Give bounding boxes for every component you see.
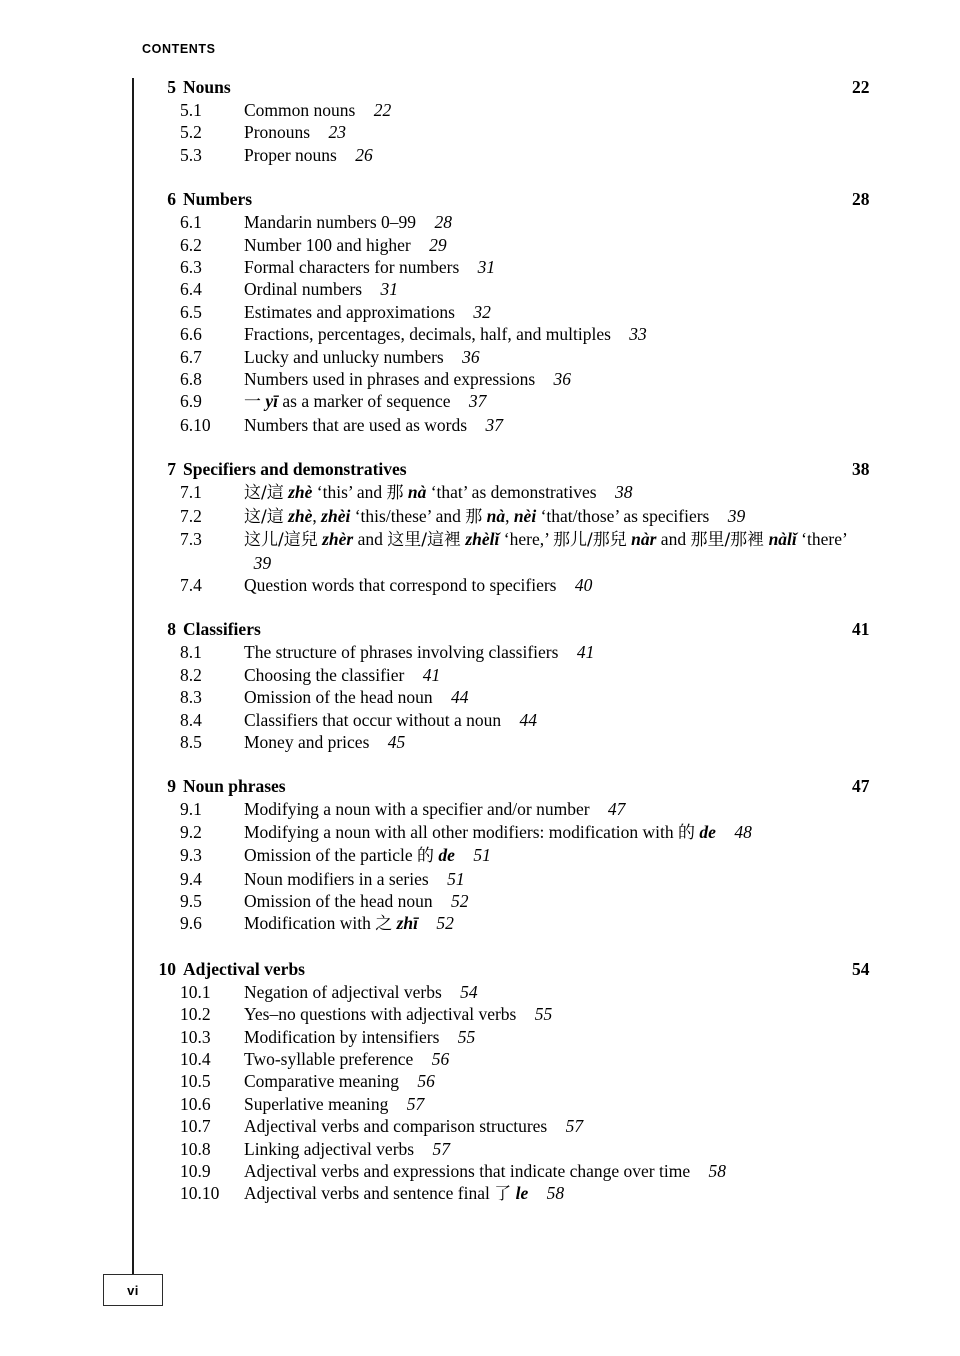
toc-chapter-number: 7 [167,459,176,480]
toc-section-number: 8.5 [180,731,202,752]
toc-section-title: Choosing the classifier 41 [244,664,441,685]
toc-section-page-number: 47 [607,799,626,820]
toc-section-title: Pronouns 23 [244,122,346,143]
toc-section-page-number: 31 [477,257,496,278]
toc-section-title: Omission of the head noun 44 [244,687,469,708]
toc-section-row[interactable] [0,1003,960,1025]
toc-section-row[interactable] [0,323,960,345]
toc-section-title: Formal characters for numbers 31 [244,257,496,278]
toc-section-row[interactable] [0,1182,960,1205]
toc-section-page-number: 39 [727,505,746,526]
toc-chapter-heading[interactable] [0,457,960,481]
toc-section-number: 10.2 [180,1004,211,1025]
toc-section-title: Modifying a noun with a specifier and/or number 47 [244,799,626,820]
toc-section-page-number: 41 [576,642,595,663]
toc-chapter-title: Adjectival verbs [183,958,305,979]
toc-section-row[interactable] [0,121,960,143]
toc-section-row[interactable] [0,798,960,820]
toc-section-number: 10.3 [180,1026,211,1047]
toc-section-title: Mandarin numbers 0–99 28 [244,212,452,233]
toc-section-number: 9.4 [180,868,202,889]
toc-section-row[interactable] [0,505,960,528]
toc-section-title: Negation of adjectival verbs 54 [244,981,478,1002]
toc-section-row[interactable] [0,1160,960,1182]
toc-section-page-number: 41 [422,664,441,685]
toc-section-title: 这/這 zhè, zhèi ‘this/these’ and 那 nà, nèi ‘that/those’ as specifiers 39 [244,505,746,527]
toc-section-page-number: 36 [553,369,572,390]
toc-chapter-heading[interactable] [0,187,960,211]
toc-section-number: 10.10 [180,1183,220,1204]
toc-chapter-page-number: 47 [852,776,870,797]
toc-section-number: 8.3 [180,687,202,708]
toc-section-title: Fractions, percentages, decimals, half, and multiples 33 [244,324,647,345]
toc-section-title: Noun modifiers in a series 51 [244,868,465,889]
toc-section-page-number: 54 [460,981,478,1002]
toc-section-number: 8.1 [180,642,202,663]
toc-section-page-number: 55 [457,1026,476,1047]
toc-section-page-number: 29 [429,234,447,255]
toc-section-page-number: 51 [473,845,491,866]
toc-section-page-number: 57 [565,1116,584,1137]
toc-section-number: 9.6 [180,913,202,934]
table-of-contents [0,75,960,1206]
toc-section-number: 8.2 [180,664,202,685]
toc-section-row[interactable] [0,256,960,278]
toc-chapter-heading[interactable] [0,957,960,981]
toc-section-page-number: 57 [406,1093,425,1114]
toc-section-page-number: 56 [417,1071,435,1092]
toc-chapter-page-number: 38 [852,459,870,480]
toc-section-number: 10.9 [180,1161,211,1182]
toc-chapter-title: Classifiers [183,619,261,640]
toc-chapter-number: 5 [167,77,176,97]
toc-chapter-number: 9 [167,776,176,797]
toc-section-row[interactable] [0,528,960,574]
toc-section-row[interactable] [0,574,960,596]
toc-chapter-heading[interactable] [0,617,960,641]
toc-section-row[interactable] [0,686,960,708]
toc-section-number: 9.1 [180,799,202,820]
toc-section-row[interactable] [0,414,960,436]
toc-section-title: The structure of phrases involving classifiers 41 [244,642,595,663]
toc-section-page-number: 36 [462,346,480,367]
toc-section-row[interactable] [0,278,960,300]
toc-section-title: Linking adjectival verbs 57 [244,1138,450,1159]
toc-section-title: Money and prices 45 [244,731,406,752]
toc-section-row[interactable] [0,844,960,867]
folio-label: vi [127,1282,139,1298]
toc-section-row[interactable] [0,390,960,413]
toc-chapter-number: 6 [167,189,176,210]
toc-section-row[interactable] [0,981,960,1003]
toc-section-number: 7.1 [180,482,202,503]
toc-section-title: Adjectival verbs and expressions that indicate change over time 58 [244,1161,726,1182]
toc-section-title: Two-syllable preference 56 [244,1049,450,1069]
toc-section-title: Question words that correspond to specifiers 40 [244,574,593,595]
toc-section-row[interactable] [0,481,960,504]
toc-section-title: Numbers that are used as words 37 [244,414,503,435]
toc-section-title: Modification with 之 zhī 52 [244,913,454,935]
toc-section-title: Comparative meaning 56 [244,1071,435,1092]
toc-section-number: 10.1 [180,981,211,1002]
toc-section-page-number: 52 [450,890,469,911]
toc-section-page-number: 23 [328,122,346,143]
toc-section-number: 6.2 [180,234,202,255]
toc-section-number: 5.1 [180,100,202,120]
toc-section-row[interactable] [0,1115,960,1137]
toc-section-title: Classifiers that occur without a noun 44 [244,709,537,730]
toc-section-number: 9.3 [180,845,202,866]
toc-section-row[interactable] [0,368,960,390]
toc-section-number: 10.4 [180,1049,211,1069]
toc-section-page-number: 38 [614,482,633,503]
toc-section-page-number: 32 [473,301,491,322]
toc-section-title: Ordinal numbers 31 [244,279,398,300]
toc-section-title: Modification by intensifiers 55 [244,1026,476,1047]
toc-section-title: Yes–no questions with adjectival verbs 55 [244,1004,553,1025]
toc-section-number: 6.8 [180,369,202,390]
toc-chapter [0,187,960,436]
toc-section-number: 5.3 [180,144,202,165]
toc-section-page-number: 28 [434,212,452,233]
toc-section-row[interactable] [0,890,960,912]
toc-chapter-heading[interactable] [0,75,960,99]
toc-section-page-number: 31 [380,279,398,300]
toc-section-page-number: 57 [432,1138,450,1159]
toc-section-page-number: 37 [485,414,503,435]
toc-chapter-page-number: 28 [852,189,870,210]
toc-section-row[interactable] [0,1026,960,1048]
toc-section-number: 6.4 [180,279,202,300]
toc-section-number: 6.1 [180,212,202,233]
toc-section-title: Lucky and unlucky numbers 36 [244,346,480,367]
toc-section-row[interactable] [0,1048,960,1070]
toc-chapter-page-number: 22 [852,77,870,97]
toc-section-page-number: 26 [355,144,373,165]
toc-section-page-number: 52 [436,913,454,934]
toc-chapter [0,457,960,596]
toc-section-number: 10.7 [180,1116,211,1137]
toc-chapter-page-number: 54 [852,958,870,979]
toc-section-title: 这儿/這兒 zhèr and 这里/這裡 zhèlǐ ‘here,’ 那儿/那兒 nàr and 那里/那裡 nàlǐ ‘there’ 39 [244,529,848,573]
toc-section-title: Estimates and approximations 32 [244,301,491,322]
toc-section-number: 6.9 [180,391,202,412]
toc-section-row[interactable] [0,868,960,890]
toc-section-number: 9.2 [180,821,202,842]
toc-section-number: 6.6 [180,324,202,345]
toc-chapter [0,75,960,166]
toc-section-page-number: 44 [519,709,537,730]
toc-chapter-title: Noun phrases [183,776,286,797]
toc-section-page-number: 37 [468,391,487,412]
toc-section-page-number: 58 [708,1161,726,1182]
toc-section-title: Proper nouns 26 [244,144,373,165]
toc-section-row[interactable] [0,1070,960,1092]
toc-section-page-number: 33 [629,324,647,345]
toc-section-row[interactable] [0,1093,960,1115]
toc-section-title: Omission of the head noun 52 [244,890,469,911]
toc-chapter [0,617,960,753]
toc-section-row[interactable] [0,144,960,166]
toc-section-page-number: 55 [534,1004,553,1025]
toc-section-row[interactable] [0,709,960,731]
toc-section-title: Modifying a noun with all other modifiers: modification with 的 de 48 [244,821,752,843]
toc-section-number: 9.5 [180,890,202,911]
toc-section-page-number: 39 [253,552,272,573]
toc-section-row[interactable] [0,301,960,323]
toc-section-number: 10.5 [180,1071,211,1092]
toc-section-title: Omission of the particle 的 de 51 [244,845,491,867]
toc-section-number: 6.5 [180,301,202,322]
toc-section-row[interactable] [0,346,960,368]
toc-section-page-number: 45 [387,731,406,752]
toc-section-number: 10.8 [180,1138,211,1159]
toc-section-number: 6.3 [180,257,202,278]
toc-section-page-number: 40 [574,574,593,595]
running-head: CONTENTS [142,42,216,56]
toc-section-page-number: 51 [447,868,465,889]
toc-chapter-number: 10 [158,958,176,979]
toc-chapter-title: Specifiers and demonstratives [183,459,407,480]
toc-section-number: 5.2 [180,122,202,143]
toc-section-page-number: 48 [734,821,752,842]
toc-section-page-number: 44 [450,687,469,708]
toc-section-number: 7.4 [180,574,202,595]
toc-chapter [0,774,960,935]
toc-section-row[interactable] [0,731,960,753]
toc-section-row[interactable] [0,664,960,686]
page-folio [103,1274,163,1306]
toc-section-page-number: 56 [431,1049,450,1069]
toc-chapter-heading[interactable] [0,774,960,798]
toc-section-page-number: 58 [546,1183,565,1204]
toc-section-number: 7.2 [180,505,202,526]
toc-chapter [0,957,960,1206]
toc-section-title: Number 100 and higher 29 [244,234,447,255]
toc-section-number: 6.7 [180,346,202,367]
toc-section-row[interactable] [0,641,960,663]
toc-section-row[interactable] [0,234,960,256]
toc-section-number: 7.3 [180,529,202,550]
toc-section-title: Superlative meaning 57 [244,1093,425,1114]
toc-section-page-number: 22 [373,100,392,120]
toc-section-number: 10.6 [180,1093,211,1114]
toc-section-row[interactable] [0,99,960,121]
toc-section-number: 8.4 [180,709,202,730]
toc-chapter-page-number: 41 [852,619,870,640]
toc-section-title: Adjectival verbs and comparison structures 57 [244,1116,584,1137]
toc-section-number: 6.10 [180,414,211,435]
toc-section-row[interactable] [0,211,960,233]
toc-chapter-title: Numbers [183,189,253,210]
toc-section-row[interactable] [0,1138,960,1160]
toc-section-title: 一 yī as a marker of sequence 37 [244,391,487,413]
toc-section-row[interactable] [0,912,960,935]
toc-section-row[interactable] [0,821,960,844]
toc-chapter-title: Nouns [183,77,231,97]
toc-section-title: Adjectival verbs and sentence final 了 le 58 [244,1183,565,1205]
toc-section-title: 这/這 zhè ‘this’ and 那 nà ‘that’ as demonstratives 38 [244,482,633,504]
toc-section-title: Numbers used in phrases and expressions 36 [244,369,572,390]
toc-chapter-number: 8 [167,619,176,640]
toc-section-title: Common nouns 22 [244,100,392,120]
